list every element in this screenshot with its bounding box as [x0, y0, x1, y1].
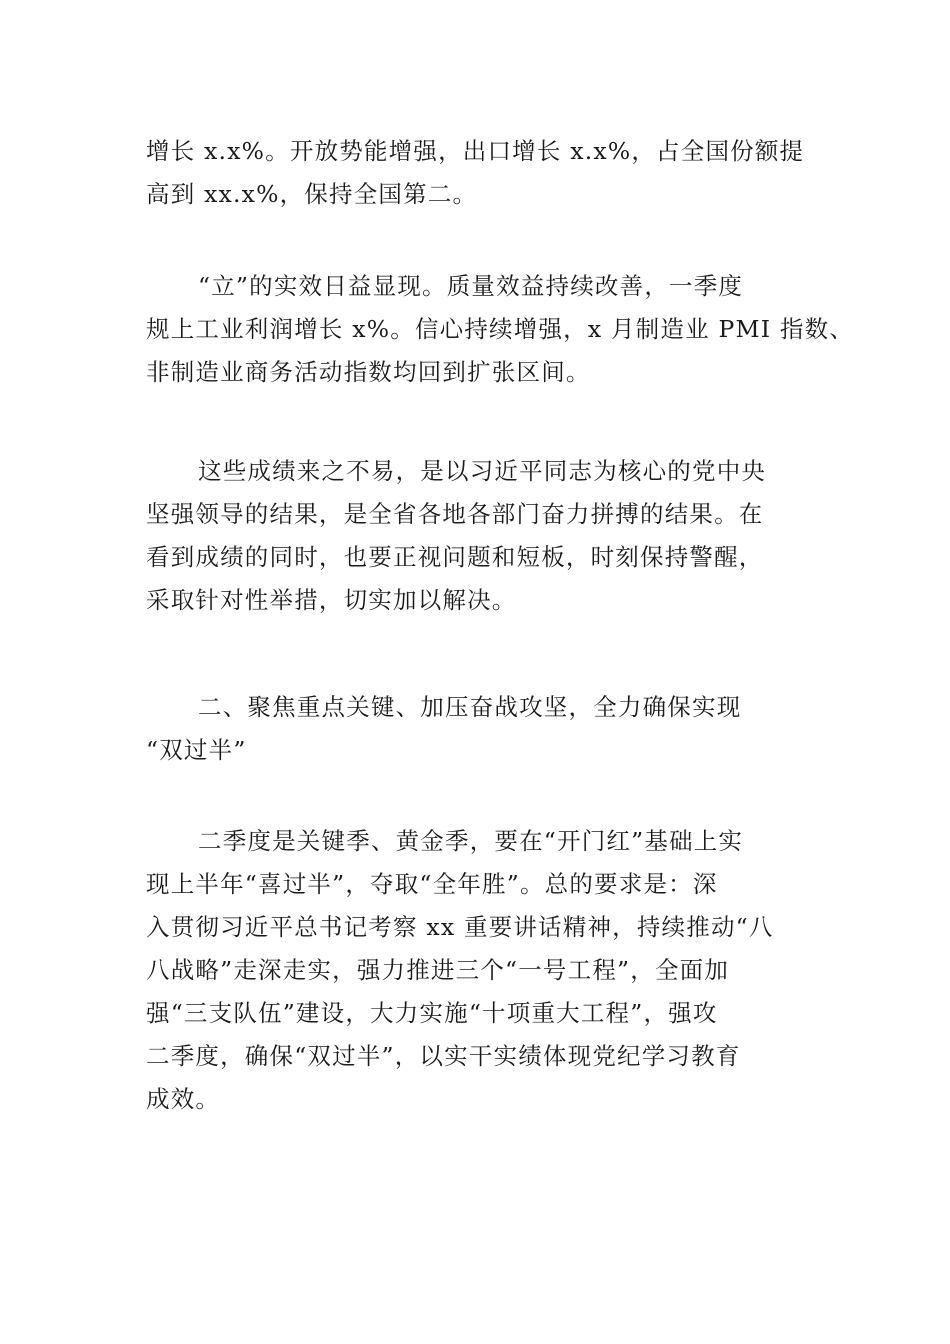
text-line: 这些成绩来之不易，是以习近平同志为核心的党中央: [198, 457, 767, 485]
text-line: 规上工业利润增长 x%。信心持续增强，x 月制造业 PMI 指数、: [146, 315, 854, 343]
section-heading: [146, 686, 826, 772]
text-line: 采取针对性举措，切实加以解决。: [146, 586, 517, 614]
text-line: 二季度，确保“双过半”，以实干实绩体现党纪学习教育: [146, 1042, 741, 1070]
text-line: 坚强领导的结果，是全省各地各部门奋力拼搏的结果。在: [146, 500, 764, 528]
text-line: 高到 xx.x%，保持全国第二。: [146, 180, 478, 208]
paragraph-3: [146, 450, 826, 622]
paragraph-5: [146, 820, 826, 1121]
text-line: 二季度是关键季、黄金季，要在“开门红”基础上实: [198, 827, 744, 855]
text-line: 成效。: [146, 1085, 221, 1113]
text-line: 增长 x.x%。开放势能增强，出口增长 x.x%，占全国份额提: [146, 137, 805, 165]
text-line: 非制造业商务活动指数均回到扩张区间。: [146, 358, 591, 386]
text-line: 八战略”走深走实，强力推进三个“一号工程”，全面加: [146, 956, 730, 984]
text-line: 入贯彻习近平总书记考察 xx 重要讲话精神，持续推动“八: [146, 913, 774, 941]
heading-line: “双过半”: [146, 736, 247, 764]
paragraph-1: [146, 130, 826, 216]
heading-line: 二、聚焦重点关键、加压奋战攻坚，全力确保实现: [198, 693, 742, 721]
text-line: 看到成绩的同时，也要正视问题和短板，时刻保持警醒，: [146, 543, 764, 571]
text-line: “立”的实效日益显现。质量效益持续改善，一季度: [198, 272, 744, 300]
paragraph-2: [146, 265, 854, 394]
text-line: 现上半年“喜过半”，夺取“全年胜”。总的要求是：深: [146, 870, 718, 898]
text-line: 强“三支队伍”建设，大力实施“十项重大工程”，强攻: [146, 999, 718, 1027]
